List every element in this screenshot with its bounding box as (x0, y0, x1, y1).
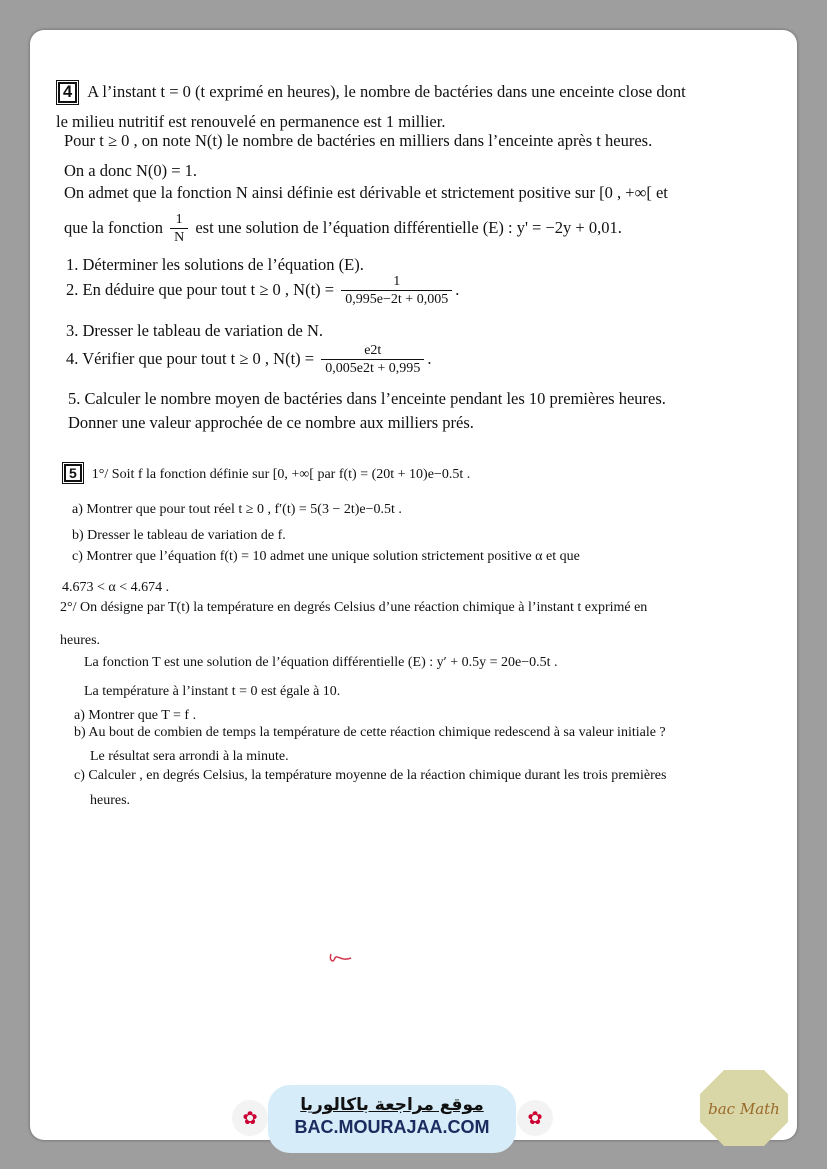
ex4-question-5a: 5. Calculer le nombre moyen de bactéries dans l’enceinte pendant les 10 premières heures. (68, 389, 666, 408)
ex5-question-1c: c) Montrer que l’équation f(t) = 10 admet une unique solution strictement positive α et que (72, 549, 580, 564)
ex4-line-6: que la fonction $\frac{1}{N}$ est une solution de l’équation différentielle (E) : y' = −2y + 0,01. (64, 212, 622, 245)
ex4-question-2: 2. En déduire que pour tout t ≥ 0 , N(t) = $\frac{1}{0,995e-2t + 0,005}$ . (66, 274, 460, 307)
ex5-part-2-line-2: heures. (60, 633, 101, 648)
ex4-question-3: 3. Dresser le tableau de variation de N. (66, 321, 324, 340)
ex5-question-1b: b) Dresser le tableau de variation de f. (72, 528, 286, 543)
ex4-line-5: On admet que la fonction N ainsi définie est dérivable et strictement positive sur [0 , +∞[ et (64, 183, 668, 202)
ex4-line-2: le milieu nutritif est renouvelé en permanence est 1 millier. (56, 112, 446, 131)
ex4-question-1: 1. Déterminer les solutions de l’équation (E). (66, 255, 364, 274)
bac-math-logo-text: bac Math (708, 1100, 780, 1118)
ex5-line-1: 5 1°/ Soit f la fonction définie sur [0, +∞[ par f(t) = (20t + 10)e−0.5t . (64, 464, 470, 483)
fraction-q4: $\frac{e2t}{0,005e2t + 0,995}$ (321, 343, 424, 377)
ex5-question-1a: a) Montrer que pour tout réel t ≥ 0 , f′(t) = 5(3 − 2t)e−0.5t . (72, 502, 402, 517)
ex5-question-2c-end: heures. (90, 793, 131, 808)
footer-arabic-title[interactable]: موقع مراجعة باكالوريا (300, 1095, 484, 1115)
ex5-number: 5 (64, 464, 82, 482)
ex5-question-2c: c) Calculer , en degrés Celsius, la température moyenne de la réaction chimique durant les trois premières (74, 768, 667, 783)
ex5-question-2b-note: Le résultat sera arrondi à la minute. (90, 749, 289, 764)
footer-banner[interactable] (268, 1085, 516, 1153)
ex4-line-4: On a donc N(0) = 1. (64, 161, 198, 180)
ex5-part-2-initial: La température à l’instant t = 0 est égale à 10. (84, 684, 341, 699)
ex5-question-1c-bound: 4.673 < α < 4.674 . (62, 580, 170, 595)
ex5-question-2b: b) Au bout de combien de temps la température de cette réaction chimique redescend à sa valeur initiale ? (74, 725, 666, 740)
ex4-question-4: 4. Vérifier que pour tout t ≥ 0 , N(t) = $\frac{e2t}{0,005e2t + 0,995}$ . (66, 343, 432, 376)
ex5-question-2a: a) Montrer que T = f . (74, 708, 197, 723)
ex5-part-2-equation: La fonction T est une solution de l’équation différentielle (E) : y′ + 0.5y = 20e−0.5t . (84, 655, 558, 670)
footer-url[interactable]: BAC.MOURAJAA.COM (294, 1117, 490, 1137)
site-logo-right-icon: ✿ (517, 1100, 553, 1136)
ex5-part-2-line-1: 2°/ On désigne par T(t) la température en degrés Celsius d’une réaction chimique à l’instant t exprimé en (60, 600, 648, 615)
ex4-line-3: Pour t ≥ 0 , on note N(t) le nombre de bactéries en milliers dans l’enceinte après t heures. (64, 131, 653, 150)
fraction-1-over-n: $\frac{1}{N}$ (170, 212, 188, 246)
red-ink-mark (327, 950, 357, 970)
site-logo-left-icon: ✿ (232, 1100, 268, 1136)
ex4-number: 4 (58, 82, 77, 103)
ex4-line-1: 4 A l’instant t = 0 (t exprimé en heures), le nombre de bactéries dans une enceinte close dont (58, 82, 686, 103)
ex4-question-5b: Donner une valeur approchée de ce nombre aux milliers prés. (68, 413, 474, 432)
bac-math-logo (698, 1068, 790, 1148)
fraction-q2: $\frac{1}{0,995e-2t + 0,005}$ (341, 274, 452, 308)
